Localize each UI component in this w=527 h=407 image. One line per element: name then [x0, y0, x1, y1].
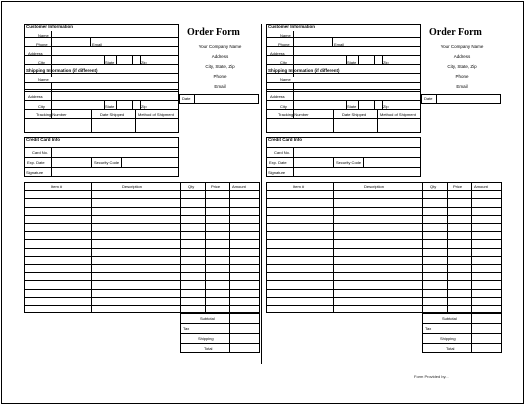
ship-name-label: Name — [280, 77, 291, 82]
table-row — [266, 264, 502, 265]
exp-date-label: Exp. Date — [269, 160, 287, 165]
table-row — [266, 297, 502, 298]
date-label: Date — [424, 96, 433, 101]
shipping-info-box — [266, 82, 421, 133]
table-row — [266, 223, 502, 224]
company-line: Address — [453, 54, 471, 59]
name-label: Name — [280, 33, 291, 38]
col-item: Item # — [293, 184, 305, 189]
col-qty: Qty — [188, 184, 195, 189]
order-form-title: Order Form — [429, 27, 482, 38]
company-line: Email — [214, 84, 226, 89]
ship-city-label: City — [280, 104, 287, 109]
footer-credit: Form Provided by... — [414, 374, 449, 379]
table-row — [24, 223, 260, 224]
date-shipped-label: Date Shipped — [100, 112, 125, 117]
zip-label: Zip — [383, 60, 389, 65]
col-item: Item # — [51, 184, 63, 189]
ship-state-label: State — [105, 104, 115, 109]
table-row — [24, 207, 260, 208]
shipping-info-title: Shipping Information (if different) — [26, 68, 98, 73]
company-line: Your Company Name — [198, 44, 242, 49]
table-row — [24, 198, 260, 199]
phone-label: Phone — [36, 42, 48, 47]
ship-state-label: State — [347, 104, 357, 109]
security-code-label: Security Code — [94, 160, 120, 165]
table-row — [24, 289, 260, 290]
divider-line — [261, 24, 262, 364]
tracking-label: Tracking Number — [36, 112, 67, 117]
total-label: Total — [446, 346, 455, 352]
ship-address-label: Address — [28, 94, 43, 99]
col-description: Description — [122, 184, 143, 189]
card-no-label: Card No. — [32, 150, 49, 155]
col-amount: Amount — [474, 184, 488, 189]
table-row — [24, 239, 260, 240]
zip-label: Zip — [141, 60, 147, 65]
tax-label: Tax — [425, 326, 432, 332]
table-row — [24, 190, 260, 191]
company-line: Phone — [455, 74, 469, 79]
table-row — [266, 198, 502, 199]
order-form-title: Order Form — [187, 27, 240, 38]
date-shipped-label: Date Shipped — [342, 112, 367, 117]
col-description: Description — [364, 184, 385, 189]
col-qty: Qty — [430, 184, 437, 189]
order-form-right — [266, 24, 502, 361]
table-row — [266, 239, 502, 240]
address-label: Address — [270, 51, 285, 56]
shipping-label: Shipping — [440, 336, 456, 342]
col-amount: Amount — [232, 184, 246, 189]
shipping-label: Shipping — [198, 336, 214, 342]
table-row — [266, 215, 502, 216]
company-line: Email — [456, 84, 468, 89]
ship-city-label: City — [38, 104, 45, 109]
city-label: City — [280, 60, 287, 65]
table-row — [24, 280, 260, 281]
table-row — [266, 190, 502, 191]
table-row — [24, 215, 260, 216]
email-label: Email — [92, 42, 103, 47]
date-label: Date — [182, 96, 191, 101]
tracking-label: Tracking Number — [278, 112, 309, 117]
ship-zip-label: Zip — [383, 104, 389, 109]
table-row — [266, 280, 502, 281]
city-label: City — [38, 60, 45, 65]
table-row — [24, 256, 260, 257]
table-row — [266, 256, 502, 257]
table-row — [266, 207, 502, 208]
date-box — [179, 94, 259, 104]
shipping-info-title: Shipping Information (if different) — [268, 68, 340, 73]
customer-info-title: Customer Information — [26, 24, 74, 29]
table-row — [24, 272, 260, 273]
ship-zip-label: Zip — [141, 104, 147, 109]
tax-label: Tax — [183, 326, 190, 332]
ship-address-label: Address — [270, 94, 285, 99]
table-row — [266, 289, 502, 290]
table-row — [266, 305, 502, 306]
subtotal-label: Subtotal — [442, 316, 457, 322]
company-line: Phone — [213, 74, 227, 79]
signature-label: Signature — [268, 170, 286, 175]
state-label: State — [105, 60, 115, 65]
credit-card-title: Credit Card Info — [26, 137, 61, 142]
email-label: Email — [334, 42, 345, 47]
name-label: Name — [38, 33, 49, 38]
state-label: State — [347, 60, 357, 65]
table-row — [24, 248, 260, 249]
order-form-left — [24, 24, 260, 361]
table-row — [24, 305, 260, 306]
company-line: Your Company Name — [440, 44, 484, 49]
method-label: Method of Shipment — [138, 112, 174, 117]
date-box — [421, 94, 501, 104]
company-line: City, State, Zip — [205, 64, 235, 69]
table-row — [266, 248, 502, 249]
address-label: Address — [28, 51, 43, 56]
subtotal-label: Subtotal — [200, 316, 215, 322]
col-price: Price — [453, 184, 463, 189]
company-line: Address — [211, 54, 229, 59]
col-price: Price — [211, 184, 221, 189]
phone-label: Phone — [278, 42, 290, 47]
customer-info-title: Customer Information — [268, 24, 316, 29]
table-row — [24, 297, 260, 298]
method-label: Method of Shipment — [380, 112, 416, 117]
exp-date-label: Exp. Date — [27, 160, 45, 165]
security-code-label: Security Code — [336, 160, 362, 165]
ship-name-label: Name — [38, 77, 49, 82]
table-row — [266, 272, 502, 273]
credit-card-title: Credit Card Info — [268, 137, 303, 142]
card-no-label: Card No. — [274, 150, 291, 155]
shipping-info-box — [24, 82, 179, 133]
company-line: City, State, Zip — [447, 64, 477, 69]
table-row — [24, 231, 260, 232]
signature-label: Signature — [26, 170, 44, 175]
table-row — [24, 264, 260, 265]
table-row — [266, 231, 502, 232]
total-label: Total — [204, 346, 213, 352]
